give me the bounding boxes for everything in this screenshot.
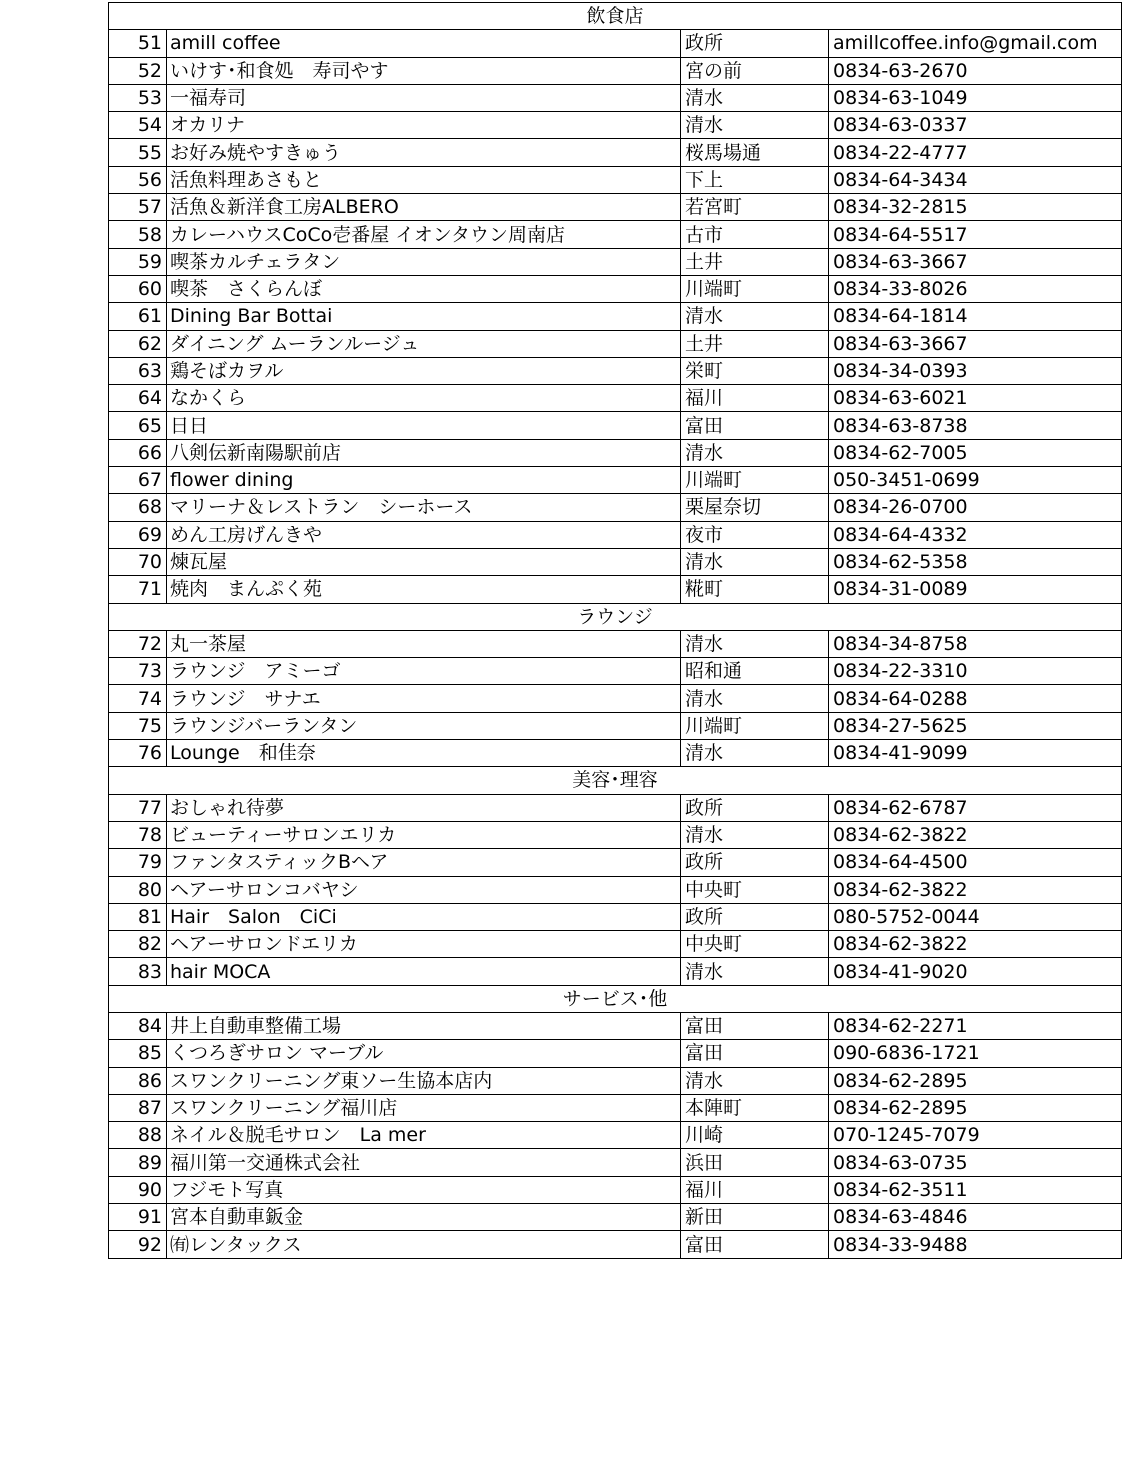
entry-number: 91 bbox=[109, 1204, 167, 1231]
area-name: 栄町 bbox=[681, 357, 829, 384]
table-row bbox=[109, 166, 1122, 193]
table-row bbox=[109, 1067, 1122, 1094]
shop-name: めん工房げんきや bbox=[167, 521, 681, 548]
contact-info: 0834-41-9020 bbox=[829, 958, 1122, 985]
area-name: 糀町 bbox=[681, 576, 829, 603]
contact-info: 0834-31-0089 bbox=[829, 576, 1122, 603]
shop-name: 喫茶カルチェラタン bbox=[167, 248, 681, 275]
contact-info: 0834-63-8738 bbox=[829, 412, 1122, 439]
table-row bbox=[109, 849, 1122, 876]
contact-info: 0834-64-4500 bbox=[829, 849, 1122, 876]
entry-number: 75 bbox=[109, 712, 167, 739]
contact-info: 0834-63-0735 bbox=[829, 1149, 1122, 1176]
table-row bbox=[109, 248, 1122, 275]
entry-number: 69 bbox=[109, 521, 167, 548]
entry-number: 59 bbox=[109, 248, 167, 275]
table-row bbox=[109, 194, 1122, 221]
section-title: 飲食店 bbox=[109, 3, 1122, 30]
shop-name: ㈲レンタックス bbox=[167, 1231, 681, 1258]
contact-info: 0834-64-0288 bbox=[829, 685, 1122, 712]
contact-info: 0834-62-5358 bbox=[829, 548, 1122, 575]
contact-info: 0834-64-3434 bbox=[829, 166, 1122, 193]
contact-info: 0834-34-0393 bbox=[829, 357, 1122, 384]
contact-info: 0834-63-6021 bbox=[829, 385, 1122, 412]
area-name: 清水 bbox=[681, 439, 829, 466]
entry-number: 86 bbox=[109, 1067, 167, 1094]
shop-name: ラウンジバーランタン bbox=[167, 712, 681, 739]
area-name: 古市 bbox=[681, 221, 829, 248]
table-row bbox=[109, 794, 1122, 821]
area-name: 清水 bbox=[681, 112, 829, 139]
shop-name: くつろぎサロン マーブル bbox=[167, 1040, 681, 1067]
contact-info: 0834-63-3667 bbox=[829, 330, 1122, 357]
area-name: 富田 bbox=[681, 1231, 829, 1258]
entry-number: 71 bbox=[109, 576, 167, 603]
shop-name: ヘアーサロンコバヤシ bbox=[167, 876, 681, 903]
shop-name: ファンタスティックBヘア bbox=[167, 849, 681, 876]
shop-name: 煉瓦屋 bbox=[167, 548, 681, 575]
table-row bbox=[109, 1231, 1122, 1258]
shop-name: Lounge 和佳奈 bbox=[167, 740, 681, 767]
contact-info: 070-1245-7079 bbox=[829, 1122, 1122, 1149]
table-row bbox=[109, 876, 1122, 903]
table-row bbox=[109, 30, 1122, 57]
area-name: 土井 bbox=[681, 248, 829, 275]
area-name: 本陣町 bbox=[681, 1094, 829, 1121]
section-header-row bbox=[109, 985, 1122, 1012]
contact-info: 0834-41-9099 bbox=[829, 740, 1122, 767]
area-name: 富田 bbox=[681, 1012, 829, 1039]
shop-name: マリーナ＆レストラン シーホース bbox=[167, 494, 681, 521]
area-name: 清水 bbox=[681, 303, 829, 330]
contact-info: 0834-62-2895 bbox=[829, 1094, 1122, 1121]
area-name: 清水 bbox=[681, 548, 829, 575]
shop-name: amill coffee bbox=[167, 30, 681, 57]
entry-number: 89 bbox=[109, 1149, 167, 1176]
entry-number: 56 bbox=[109, 166, 167, 193]
contact-info: 080-5752-0044 bbox=[829, 903, 1122, 930]
table-row bbox=[109, 412, 1122, 439]
area-name: 川端町 bbox=[681, 467, 829, 494]
area-name: 清水 bbox=[681, 958, 829, 985]
contact-info: 0834-64-1814 bbox=[829, 303, 1122, 330]
table-row bbox=[109, 740, 1122, 767]
shop-name: カレーハウスCoCo壱番屋 イオンタウン周南店 bbox=[167, 221, 681, 248]
contact-info: 0834-33-8026 bbox=[829, 275, 1122, 302]
shop-name: 喫茶 さくらんぼ bbox=[167, 275, 681, 302]
table-row bbox=[109, 303, 1122, 330]
contact-info: 0834-64-5517 bbox=[829, 221, 1122, 248]
entry-number: 82 bbox=[109, 931, 167, 958]
area-name: 富田 bbox=[681, 1040, 829, 1067]
shop-name: お好み焼やすきゅう bbox=[167, 139, 681, 166]
table-row bbox=[109, 439, 1122, 466]
entry-number: 66 bbox=[109, 439, 167, 466]
area-name: 宮の前 bbox=[681, 57, 829, 84]
entry-number: 54 bbox=[109, 112, 167, 139]
area-name: 川端町 bbox=[681, 712, 829, 739]
entry-number: 76 bbox=[109, 740, 167, 767]
contact-info: 0834-62-2895 bbox=[829, 1067, 1122, 1094]
entry-number: 62 bbox=[109, 330, 167, 357]
entry-number: 51 bbox=[109, 30, 167, 57]
contact-info: 0834-22-3310 bbox=[829, 658, 1122, 685]
shop-name: ビューティーサロンエリカ bbox=[167, 821, 681, 848]
entry-number: 52 bbox=[109, 57, 167, 84]
table-row bbox=[109, 1149, 1122, 1176]
area-name: 政所 bbox=[681, 849, 829, 876]
table-row bbox=[109, 903, 1122, 930]
shop-name: なかくら bbox=[167, 385, 681, 412]
shop-name: 福川第一交通株式会社 bbox=[167, 1149, 681, 1176]
entry-number: 67 bbox=[109, 467, 167, 494]
contact-info: 0834-62-3822 bbox=[829, 821, 1122, 848]
entry-number: 70 bbox=[109, 548, 167, 575]
shop-name: ラウンジ アミーゴ bbox=[167, 658, 681, 685]
contact-info: 0834-63-1049 bbox=[829, 84, 1122, 111]
area-name: 福川 bbox=[681, 1176, 829, 1203]
contact-info: 0834-26-0700 bbox=[829, 494, 1122, 521]
area-name: 清水 bbox=[681, 685, 829, 712]
shop-name: 宮本自動車鈑金 bbox=[167, 1204, 681, 1231]
area-name: 政所 bbox=[681, 30, 829, 57]
contact-info: 0834-32-2815 bbox=[829, 194, 1122, 221]
contact-info: 0834-62-2271 bbox=[829, 1012, 1122, 1039]
table-row bbox=[109, 1176, 1122, 1203]
table-row bbox=[109, 1012, 1122, 1039]
table-row bbox=[109, 385, 1122, 412]
entry-number: 64 bbox=[109, 385, 167, 412]
shop-name: ヘアーサロンドエリカ bbox=[167, 931, 681, 958]
area-name: 夜市 bbox=[681, 521, 829, 548]
table-row bbox=[109, 357, 1122, 384]
contact-info: 0834-22-4777 bbox=[829, 139, 1122, 166]
table-row bbox=[109, 139, 1122, 166]
shop-name: 八剣伝新南陽駅前店 bbox=[167, 439, 681, 466]
entry-number: 88 bbox=[109, 1122, 167, 1149]
table-row bbox=[109, 275, 1122, 302]
shop-name: 鶏そばカヲル bbox=[167, 357, 681, 384]
entry-number: 87 bbox=[109, 1094, 167, 1121]
area-name: 清水 bbox=[681, 740, 829, 767]
section-header-row bbox=[109, 767, 1122, 794]
table-row bbox=[109, 548, 1122, 575]
area-name: 下上 bbox=[681, 166, 829, 193]
entry-number: 79 bbox=[109, 849, 167, 876]
area-name: 政所 bbox=[681, 903, 829, 930]
table-row bbox=[109, 467, 1122, 494]
area-name: 若宮町 bbox=[681, 194, 829, 221]
contact-info: 0834-62-3822 bbox=[829, 876, 1122, 903]
shop-name: flower dining bbox=[167, 467, 681, 494]
section-header-row bbox=[109, 3, 1122, 30]
table-row bbox=[109, 576, 1122, 603]
entry-number: 68 bbox=[109, 494, 167, 521]
entry-number: 65 bbox=[109, 412, 167, 439]
area-name: 清水 bbox=[681, 630, 829, 657]
entry-number: 85 bbox=[109, 1040, 167, 1067]
table-row bbox=[109, 630, 1122, 657]
entry-number: 78 bbox=[109, 821, 167, 848]
contact-info: 0834-64-4332 bbox=[829, 521, 1122, 548]
entry-number: 83 bbox=[109, 958, 167, 985]
entry-number: 74 bbox=[109, 685, 167, 712]
contact-info: 0834-62-3511 bbox=[829, 1176, 1122, 1203]
entry-number: 90 bbox=[109, 1176, 167, 1203]
table-row bbox=[109, 221, 1122, 248]
area-name: 福川 bbox=[681, 385, 829, 412]
table-row bbox=[109, 685, 1122, 712]
table-row bbox=[109, 112, 1122, 139]
entry-number: 60 bbox=[109, 275, 167, 302]
shop-name: 一福寿司 bbox=[167, 84, 681, 111]
shop-name: スワンクリーニング福川店 bbox=[167, 1094, 681, 1121]
table-row bbox=[109, 1094, 1122, 1121]
entry-number: 57 bbox=[109, 194, 167, 221]
area-name: 新田 bbox=[681, 1204, 829, 1231]
contact-info: 0834-33-9488 bbox=[829, 1231, 1122, 1258]
area-name: 桜馬場通 bbox=[681, 139, 829, 166]
entry-number: 77 bbox=[109, 794, 167, 821]
entry-number: 53 bbox=[109, 84, 167, 111]
shop-name: 井上自動車整備工場 bbox=[167, 1012, 681, 1039]
shop-name: ラウンジ サナエ bbox=[167, 685, 681, 712]
area-name: 川崎 bbox=[681, 1122, 829, 1149]
table-row bbox=[109, 1122, 1122, 1149]
shop-name: おしゃれ待夢 bbox=[167, 794, 681, 821]
table-row bbox=[109, 958, 1122, 985]
table-row bbox=[109, 494, 1122, 521]
contact-info: 0834-34-8758 bbox=[829, 630, 1122, 657]
entry-number: 81 bbox=[109, 903, 167, 930]
entry-number: 92 bbox=[109, 1231, 167, 1258]
area-name: 浜田 bbox=[681, 1149, 829, 1176]
directory-table-body bbox=[109, 3, 1122, 1259]
area-name: 中央町 bbox=[681, 931, 829, 958]
entry-number: 73 bbox=[109, 658, 167, 685]
contact-info: 0834-62-7005 bbox=[829, 439, 1122, 466]
entry-number: 84 bbox=[109, 1012, 167, 1039]
shop-name: 丸一茶屋 bbox=[167, 630, 681, 657]
area-name: 土井 bbox=[681, 330, 829, 357]
contact-info: 050-3451-0699 bbox=[829, 467, 1122, 494]
table-row bbox=[109, 821, 1122, 848]
contact-info: 0834-63-0337 bbox=[829, 112, 1122, 139]
shop-name: Hair Salon CiCi bbox=[167, 903, 681, 930]
area-name: 清水 bbox=[681, 1067, 829, 1094]
contact-info: amillcoffee.info@gmail.com bbox=[829, 30, 1122, 57]
shop-name: オカリナ bbox=[167, 112, 681, 139]
contact-info: 0834-62-3822 bbox=[829, 931, 1122, 958]
area-name: 中央町 bbox=[681, 876, 829, 903]
section-title: 美容･理容 bbox=[109, 767, 1122, 794]
area-name: 清水 bbox=[681, 821, 829, 848]
table-row bbox=[109, 712, 1122, 739]
area-name: 栗屋奈切 bbox=[681, 494, 829, 521]
area-name: 清水 bbox=[681, 84, 829, 111]
directory-table bbox=[108, 2, 1122, 1259]
table-row bbox=[109, 658, 1122, 685]
shop-name: ネイル＆脱毛サロン La mer bbox=[167, 1122, 681, 1149]
contact-info: 0834-63-3667 bbox=[829, 248, 1122, 275]
entry-number: 55 bbox=[109, 139, 167, 166]
contact-info: 0834-27-5625 bbox=[829, 712, 1122, 739]
table-row bbox=[109, 1040, 1122, 1067]
shop-name: 活魚料理あさもと bbox=[167, 166, 681, 193]
shop-name: 焼肉 まんぷく苑 bbox=[167, 576, 681, 603]
area-name: 政所 bbox=[681, 794, 829, 821]
contact-info: 0834-63-4846 bbox=[829, 1204, 1122, 1231]
section-title: ラウンジ bbox=[109, 603, 1122, 630]
area-name: 昭和通 bbox=[681, 658, 829, 685]
contact-info: 0834-63-2670 bbox=[829, 57, 1122, 84]
shop-name: ダイニング ムーランルージュ bbox=[167, 330, 681, 357]
contact-info: 090-6836-1721 bbox=[829, 1040, 1122, 1067]
entry-number: 61 bbox=[109, 303, 167, 330]
entry-number: 58 bbox=[109, 221, 167, 248]
table-row bbox=[109, 521, 1122, 548]
area-name: 富田 bbox=[681, 412, 829, 439]
table-row bbox=[109, 931, 1122, 958]
table-row bbox=[109, 84, 1122, 111]
shop-name: フジモト写真 bbox=[167, 1176, 681, 1203]
section-title: サービス･他 bbox=[109, 985, 1122, 1012]
area-name: 川端町 bbox=[681, 275, 829, 302]
table-row bbox=[109, 330, 1122, 357]
contact-info: 0834-62-6787 bbox=[829, 794, 1122, 821]
shop-name: Dining Bar Bottai bbox=[167, 303, 681, 330]
shop-name: 日日 bbox=[167, 412, 681, 439]
shop-name: スワンクリーニング東ソー生協本店内 bbox=[167, 1067, 681, 1094]
shop-name: hair MOCA bbox=[167, 958, 681, 985]
entry-number: 63 bbox=[109, 357, 167, 384]
table-row bbox=[109, 1204, 1122, 1231]
section-header-row bbox=[109, 603, 1122, 630]
entry-number: 80 bbox=[109, 876, 167, 903]
table-row bbox=[109, 57, 1122, 84]
shop-name: 活魚＆新洋食工房ALBERO bbox=[167, 194, 681, 221]
shop-name: いけす･和食処 寿司やす bbox=[167, 57, 681, 84]
entry-number: 72 bbox=[109, 630, 167, 657]
